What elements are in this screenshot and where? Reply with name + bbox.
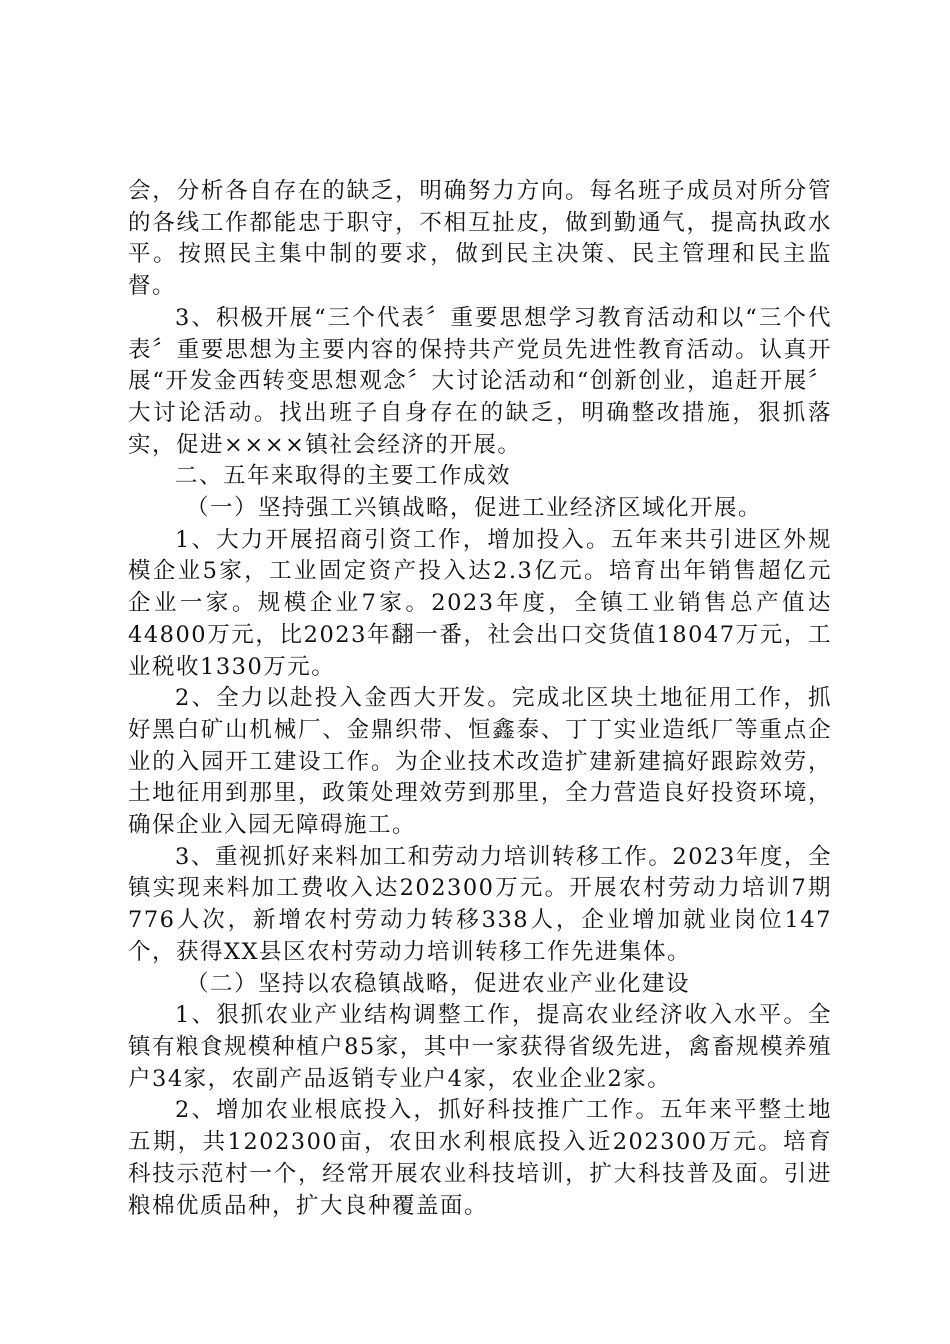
paragraph-item-1: 1、大力开展招商引资工作，增加投入。五年来共引进区外规模企业5家，工业固定资产投入达2.3亿元。培育出年销售超亿元企业一家。规模企业7家。2023年度，全镇工业销售总产值达44800万元，比2023年翻一番，社会出口交货值18047万元，工业税收1330万元。: [128, 526, 832, 680]
paragraph-item-1b: 1、狠抓农业产业结构调整工作，提高农业经济收入水平。全镇有粮食规模种植户85家，其中一家获得省级先进，禽畜规模养殖户34家，农副产品返销专业户4家，农业企业2家。: [128, 1002, 832, 1092]
section-heading-2: 二、五年来取得的主要工作成效: [175, 463, 512, 490]
paragraph-continuation: 会，分析各自存在的缺乏，明确努力方向。每名班子成员对所分管的各线工作都能忠于职守，不相互扯皮，做到勤通气，提高执政水平。按照民主集中制的要求，做到民主决策、民主管理和民主监督。: [128, 178, 832, 300]
subsection-heading-2: （二）坚持以农稳镇战略，促进农业产业化建设: [186, 970, 691, 997]
paragraph-item-2: 2、全力以赴投入金西大开发。完成北区块土地征用工作，抓好黑白矿山机械厂、金鼎织带、恒鑫泰、丁丁实业造纸厂等重点企业的入园开工建设工作。为企业技术改造扩建新建搞好跟踪效劳，土地征用到那里，政策处理效劳到那里，全力营造良好投资环境，确保企业入园无障碍施工。: [128, 685, 832, 839]
document-body: [128, 176, 832, 1222]
paragraph-item-3: 3、积极开展“三个代表〞重要思想学习教育活动和以“三个代表〞重要思想为主要内容的保持共产党员先进性教育活动。认真开展“开发金西转变思想观念〞大讨论活动和“创新创业，追赶开展〞大讨论活动。找出班子自身存在的缺乏，明确整改措施，狠抓落实，促进××××镇社会经济的开展。: [128, 304, 832, 458]
paragraph-item-3b: 3、重视抓好来料加工和劳动力培训转移工作。2023年度，全镇实现来料加工费收入达202300万元。开展农村劳动力培训7期776人次，新增农村劳动力转移338人，企业增加就业岗位147个，获得XX县区农村劳动力培训转移工作先进集体。: [128, 843, 832, 965]
subsection-heading-1: （一）坚持强工兴镇战略，促进工业经济区域化开展。: [186, 495, 763, 522]
paragraph-item-2b: 2、增加农业根底投入，抓好科技推广工作。五年来平整土地五期，共1202300亩，农田水利根底投入近202300万元。培育科技示范村一个，经常开展农业科技培训，扩大科技普及面。引进粮棉优质品种，扩大良种覆盖面。: [128, 1097, 832, 1219]
